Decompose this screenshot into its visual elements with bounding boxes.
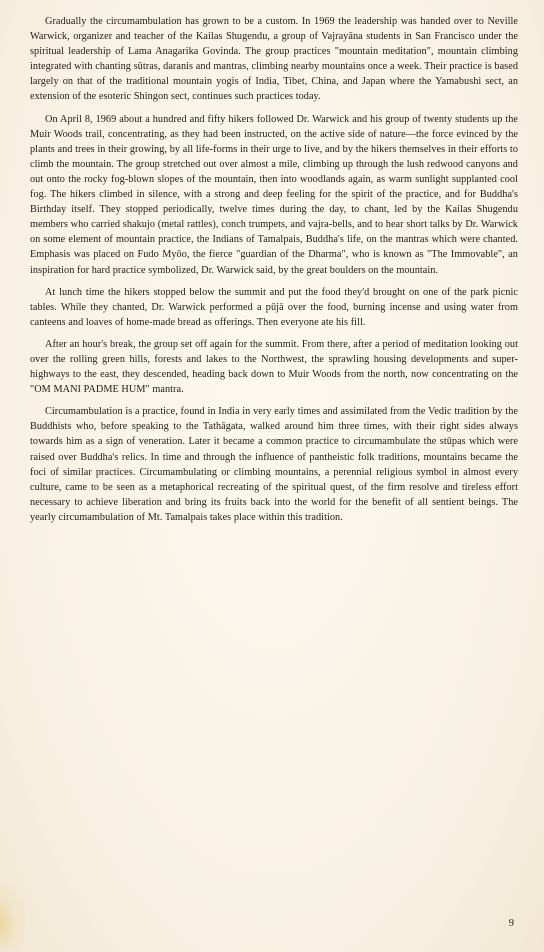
paper-stain — [0, 880, 26, 950]
paragraph: Gradually the circumambulation has grown to be a custom. In 1969 the leadership was handed over to Neville Warwick, organizer and teacher of the Kailas Shugendu, a group of Vajrayāna students in San Francisco under the spiritual leadership of Lama Anagarika Govinda. The group practices "mountain meditation", mountain climbing integrated with chanting sūtras, daranis and mantras, climbing nearby mountains once a week. Their practice is based largely on that of the traditional mountain yogis of India, Tibet, China, and Japan where the Yamabushi sect, an extension of the esoteric Shingon sect, continues such practices today. — [30, 16, 518, 103]
page-number: 9 — [508, 918, 514, 929]
paragraph: Circumambulation is a practice, found in India in very early times and assimilated from the Vedic tradition by the Buddhists who, before speaking to the Tathāgata, walked around him three times, with their right sides always towards him as a sign of veneration. Later it became a common practice to circumambulate the stūpas which were raised over Buddha's relics. In time and through the influence of pantheistic folk traditions, mountains became the foci of similar practices. Circumambulating or climbing mountains, a perennial religious symbol in almost every culture, came to be seen as a metaphorical recreating of the spiritual quest, of the firm resolve and tireless effort necessary to achieve liberation and bring its fruits back into the world for the benefit of all sentient beings. The yearly circumambulation of Mt. Tamalpais takes place within this tradition. — [30, 406, 518, 523]
paragraph: At lunch time the hikers stopped below the summit and put the food they'd brought on one of the park picnic tables. While they chanted, Dr. Warwick performed a pūjā over the food, burning incense and using water from canteens and loaves of home-made bread as offerings. Then everyone ate his fill. — [30, 286, 518, 328]
paragraph: On April 8, 1969 about a hundred and fifty hikers followed Dr. Warwick and his group of twenty students up the Muir Woods trail, concentrating, as they had been instructed, on the active side of nature—the force evinced by the plants and trees in their growing, by all life-forms in their urge to live, and by the hikers themselves in their efforts to climb the mountain. The group stretched out over almost a mile, climbing up through the lush redwood canyons and out onto the rocky fog-blown slopes of the mountain, then into woodlands again, as warm sunlight supplanted cool fog. The hikers climbed in silence, with a strong and deep feeling for the spirit of the practice, and for Buddha's Birthday itself. They stopped periodically, twelve times during the day, to chant, led by the Kailas Shugendu members who carried shakujo (metal rattles), conch trumpets, and vajra-bells, and to hear short talks by Dr. Warwick on some element of mountain practice, the Indians of Tamalpais, Buddha's life, on the mantras which were chanted. Emphasis was placed on Fudo Myōo, the fierce "guardian of the Dharma", who is known as "The Immovable", an inspiration for hard practice symbolized, Dr. Warwick said, by the great boulders on the mountain. — [30, 113, 518, 276]
body-text — [30, 14, 518, 532]
paragraph: After an hour's break, the group set off again for the summit. From there, after a period of meditation looking out over the rolling green hills, forests and lakes to the Northwest, the sprawling housing developments and super-highways to the east, they descended, heading back down to Muir Woods from the north, now concentrating on the "OM MANI PADME HUM" mantra. — [30, 338, 518, 396]
